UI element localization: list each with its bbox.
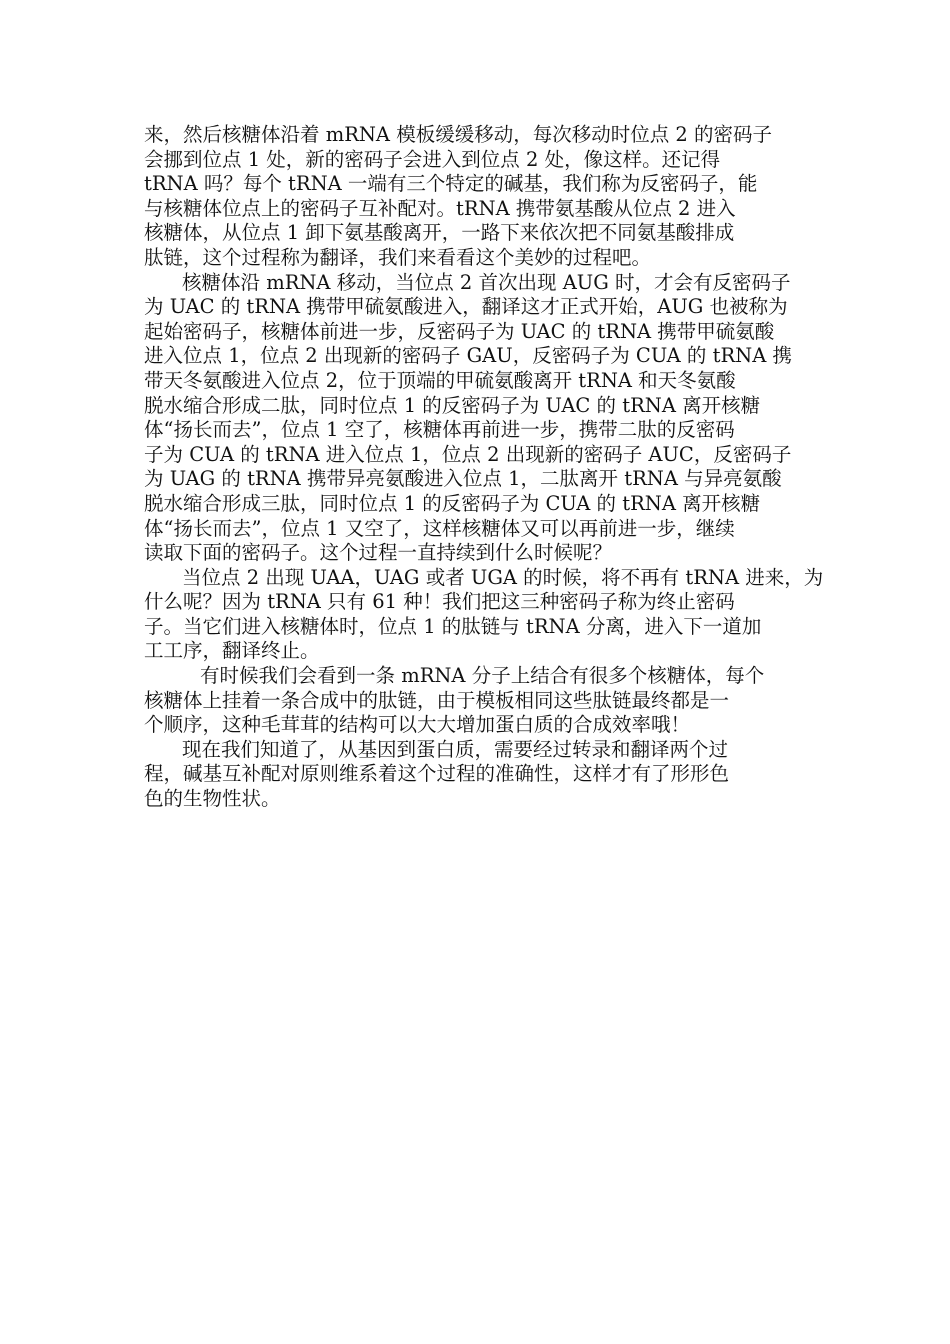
text-line: 有时候我们会看到一条 mRNA 分子上结合有很多个核糖体，每个 <box>200 664 765 688</box>
text-line: 与核糖体位点上的密码子互补配对。tRNA 携带氨基酸从位点 2 进入 <box>144 196 736 220</box>
paragraph-stop-codons <box>144 565 824 664</box>
text-line: 工工序，翻译终止。 <box>144 639 320 663</box>
text-line: 进入位点 1，位点 2 出现新的密码子 GAU，反密码子为 CUA 的 tRNA 携 <box>144 344 792 368</box>
text-line: 子。当它们进入核糖体时，位点 1 的肽链与 tRNA 分离，进入下一道加 <box>144 614 762 638</box>
text-line: 脱水缩合形成二肽，同时位点 1 的反密码子为 UAC 的 tRNA 离开核糖 <box>144 393 761 417</box>
text-line: 个顺序，这种毛茸茸的结构可以大大增加蛋白质的合成效率哦！ <box>144 713 691 737</box>
text-line: tRNA 吗？每个 tRNA 一端有三个特定的碱基，我们称为反密码子，能 <box>144 172 758 196</box>
text-line: 核糖体上挂着一条合成中的肽链，由于模板相同这些肽链最终都是一 <box>144 688 730 712</box>
text-line: 起始密码子，核糖体前进一步，反密码子为 UAC 的 tRNA 携带甲硫氨酸 <box>144 319 775 343</box>
text-line: 为 UAC 的 tRNA 携带甲硫氨酸进入，翻译这才正式开始，AUG 也被称为 <box>144 295 788 319</box>
text-line: 为 UAG 的 tRNA 携带异亮氨酸进入位点 1，二肽离开 tRNA 与异亮氨酸 <box>144 467 782 491</box>
paragraph-conclusion <box>144 738 810 812</box>
document-body <box>144 123 824 812</box>
text-line: 体“扬长而去”，位点 1 空了，核糖体再前进一步，携带二肽的反密码 <box>144 418 735 442</box>
text-line: 色的生物性状。 <box>144 787 281 811</box>
text-line: 脱水缩合形成三肽，同时位点 1 的反密码子为 CUA 的 tRNA 离开核糖 <box>144 491 761 515</box>
text-line: 程，碱基互补配对原则维系着这个过程的准确性，这样才有了形形色 <box>144 762 730 786</box>
text-line: 体“扬长而去”，位点 1 又空了，这样核糖体又可以再前进一步，继续 <box>144 516 735 540</box>
paragraph-polysome <box>144 664 810 738</box>
text-line: 现在我们知道了，从基因到蛋白质，需要经过转录和翻译两个过 <box>182 737 729 761</box>
text-line: 来，然后核糖体沿着 mRNA 模板缓缓移动，每次移动时位点 2 的密码子 <box>144 123 773 146</box>
paragraph-ribosome-movement <box>144 123 810 271</box>
text-line: 核糖体，从位点 1 卸下氨基酸离开，一路下来依次把不同氨基酸排成 <box>144 221 735 245</box>
paragraph-translation-start <box>144 271 810 566</box>
text-line: 当位点 2 出现 UAA，UAG 或者 UGA 的时候，将不再有 tRNA 进来，为 <box>182 565 824 589</box>
text-line: 带天冬氨酸进入位点 2，位于顶端的甲硫氨酸离开 tRNA 和天冬氨酸 <box>144 368 736 392</box>
text-line: 会挪到位点 1 处，新的密码子会进入到位点 2 处，像这样。还记得 <box>144 147 721 171</box>
text-line: 什么呢？因为 tRNA 只有 61 种！我们把这三种密码子称为终止密码 <box>144 590 735 614</box>
text-line: 读取下面的密码子。这个过程一直持续到什么时候呢？ <box>144 541 613 565</box>
text-line: 核糖体沿 mRNA 移动，当位点 2 首次出现 AUG 时，才会有反密码子 <box>182 270 791 294</box>
text-line: 肽链，这个过程称为翻译，我们来看看这个美妙的过程吧。 <box>144 245 652 269</box>
text-line: 子为 CUA 的 tRNA 进入位点 1，位点 2 出现新的密码子 AUC，反密码子 <box>144 442 792 466</box>
